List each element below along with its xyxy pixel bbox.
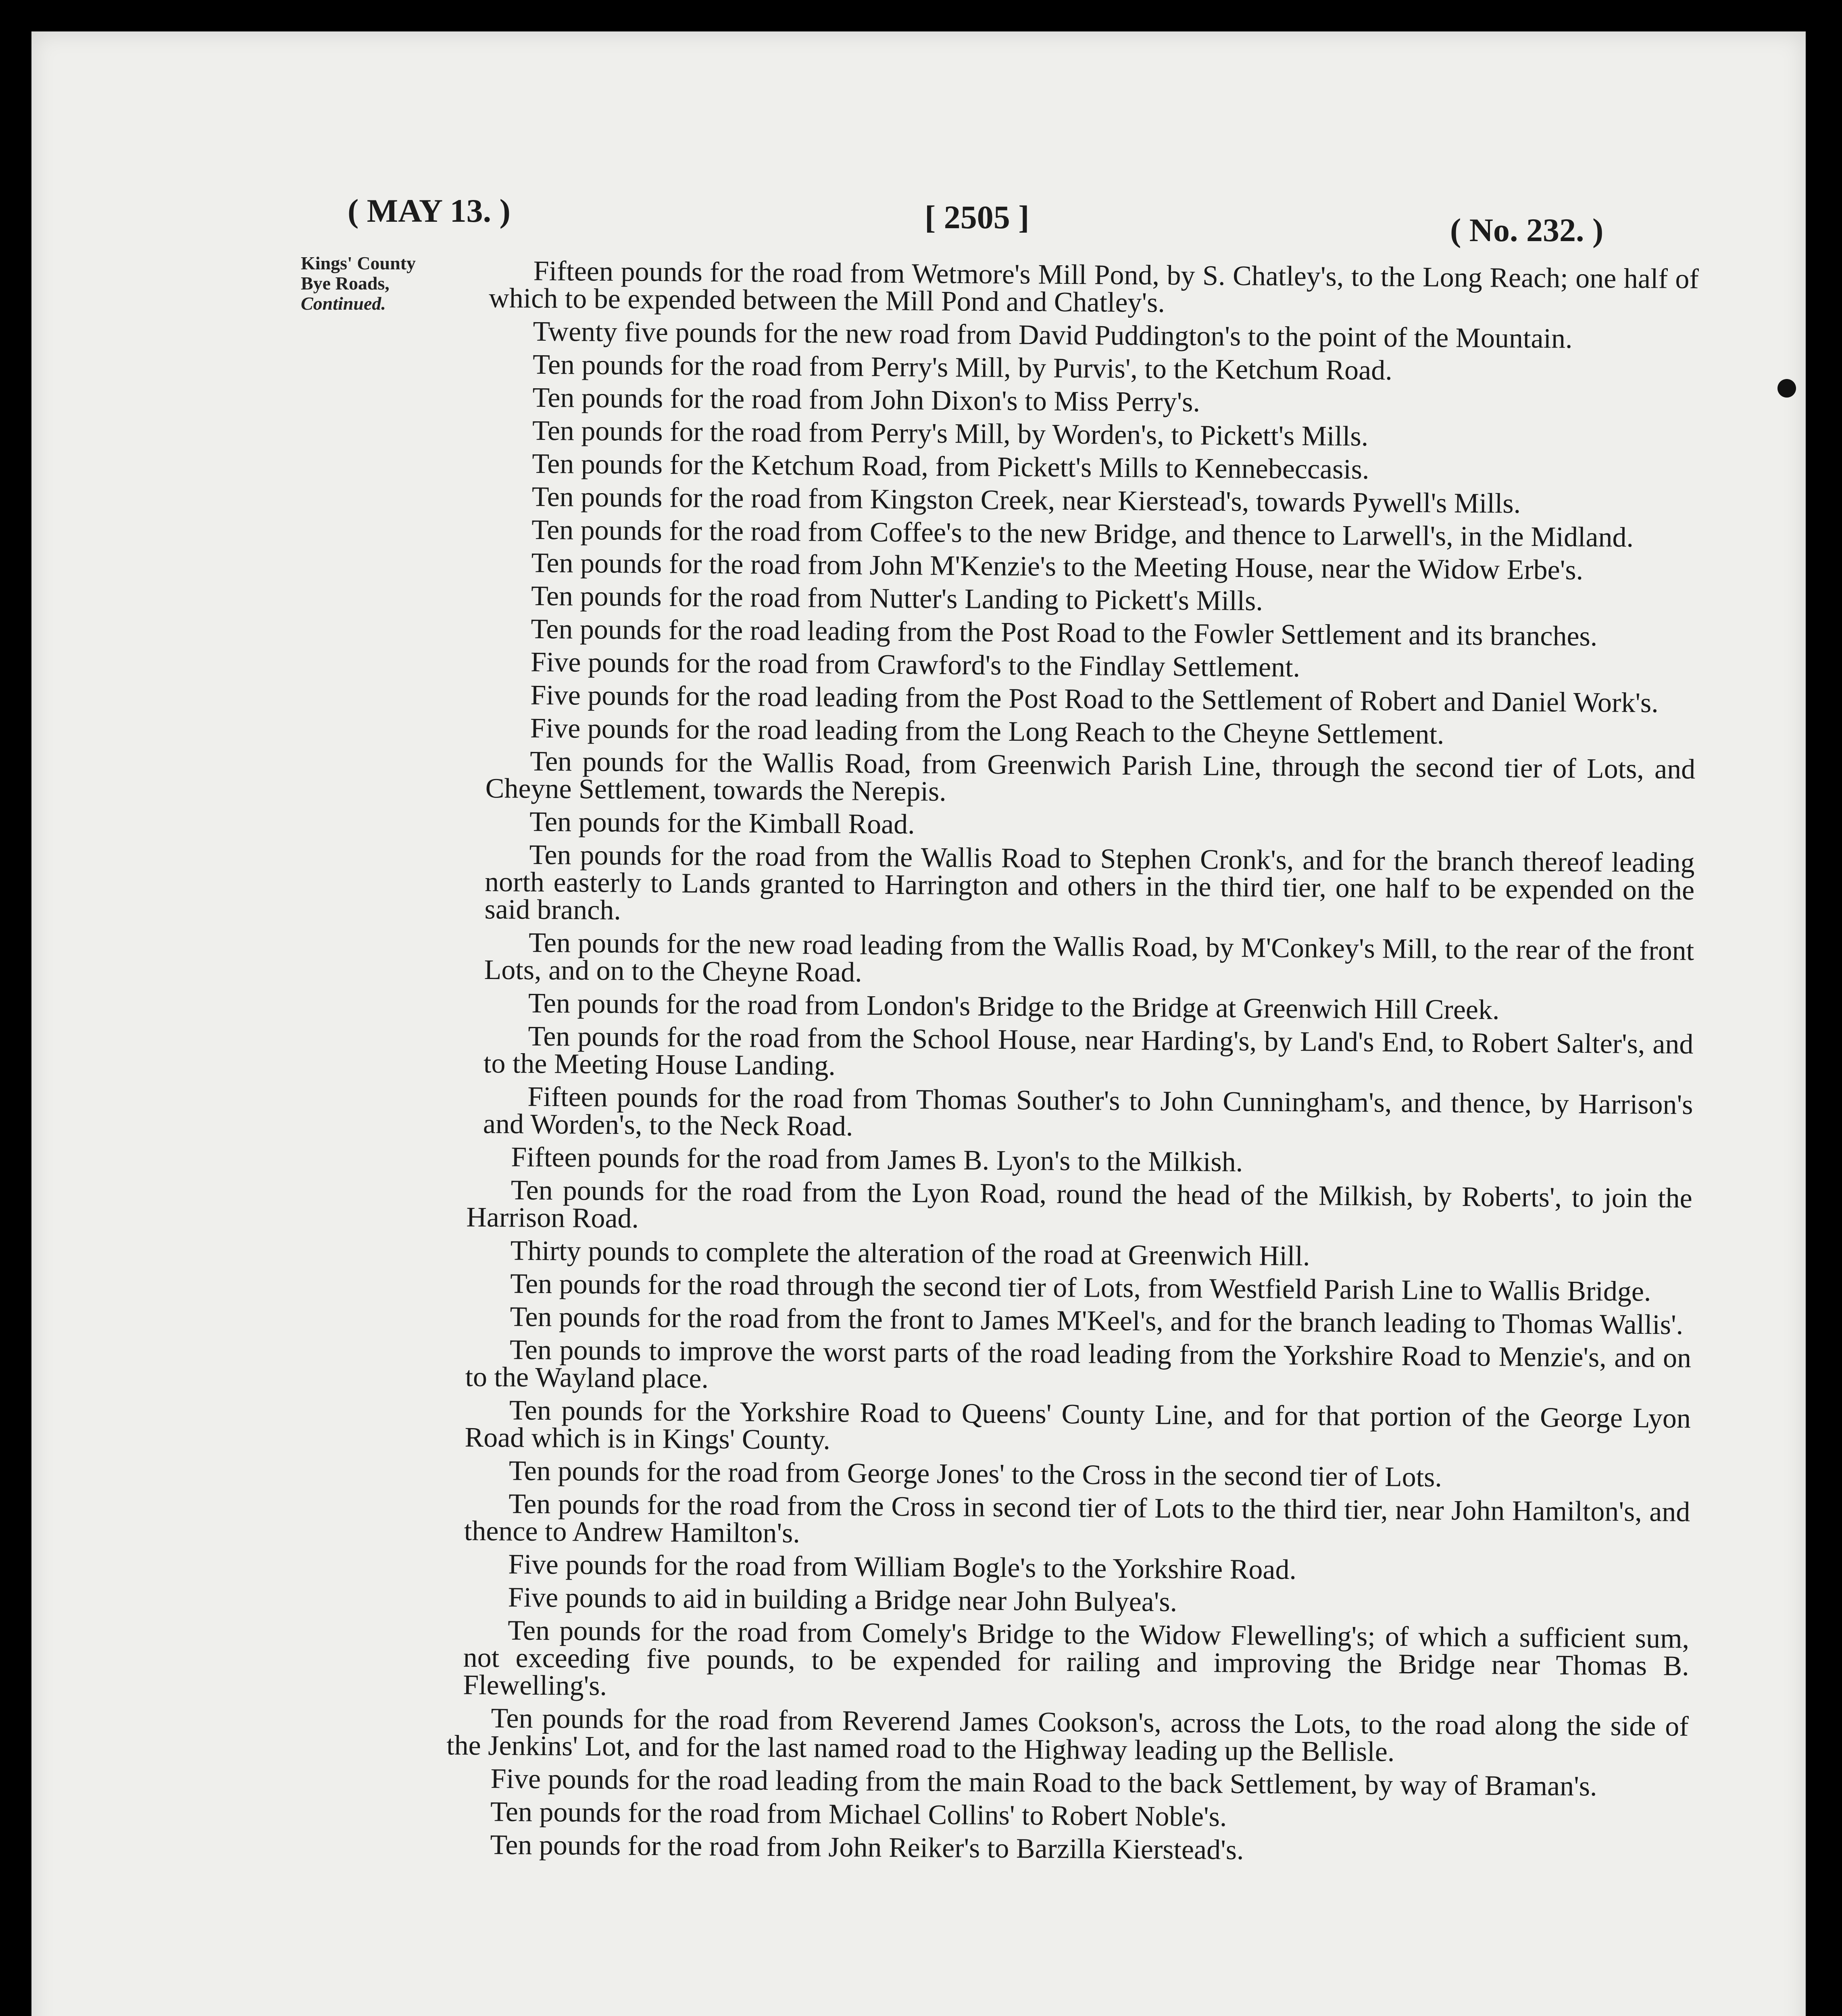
paragraph: Ten pounds for the Ketchum Road, from Pickett's Mills to Kennebeccasis. (532, 448, 1369, 485)
paragraph: Ten pounds for the road from Nutter's Landing to Pickett's Mills. (531, 580, 1263, 617)
paragraph: Fifteen pounds for the road from Thomas Souther's to John Cunningham's, and thence, by Harrison's and Worden's, to the Neck Road. (483, 1081, 1693, 1142)
paragraph: Ten pounds for the road from the School House, near Harding's, by Land's End, to Robert Salter's, and to the Meeting House Landing. (483, 1020, 1694, 1082)
paragraph: Ten pounds for the road from John Dixon's to Miss Perry's. (532, 382, 1200, 418)
document-body (446, 255, 1699, 1873)
margin-note-line: Continued. (301, 293, 386, 314)
paragraph: Ten pounds for the road from John Reiker's to Barzilla Kierstead's. (490, 1829, 1244, 1866)
paragraph: Ten pounds for the new road leading from the Wallis Road, by M'Conkey's Mill, to the rear of the front Lots, and on to the Cheyne Road. (484, 927, 1694, 988)
paragraph: Ten pounds for the road from the Lyon Road, round the head of the Milkish, by Roberts', to join the Harrison Road. (466, 1175, 1693, 1234)
paragraph: Ten pounds for the road from Michael Collins' to Robert Noble's. (490, 1796, 1227, 1833)
paragraph: Ten pounds for the road from Coffee's to the new Bridge, and thence to Larwell's, in the Midland. (531, 514, 1634, 553)
paragraph: Five pounds for the road leading from the main Road to the back Settlement, by way of Braman's. (490, 1763, 1597, 1802)
paragraph: Five pounds for the road from Crawford's to the Findlay Settlement. (530, 646, 1300, 683)
margin-note-line: Bye Roads, (301, 273, 390, 294)
paragraph: Fifteen pounds for the road from Wetmore's Mill Pond, by S. Chatley's, to the Long Reach; one half of which to be expended between the Mill Pond and Chatley's. (489, 255, 1699, 319)
paragraph: Five pounds to aid in building a Bridge near John Bulyea's. (508, 1582, 1177, 1618)
paragraph: Ten pounds for the road from London's Bridge to the Bridge at Greenwich Hill Creek. (528, 987, 1500, 1026)
paragraph: Ten pounds for the road from Comely's Bridge to the Widow Flewelling's; of which a sufficient sum, not exceeding five pounds, to be expended for railing and improving the Bridge near Thomas B. Flewelling's. (463, 1615, 1690, 1702)
header-act-number: ( No. 232. ) (1450, 212, 1604, 248)
paragraph: Five pounds for the road leading from the Post Road to the Settlement of Robert and Daniel Work's. (530, 679, 1659, 719)
paragraph: Ten pounds for the road through the second tier of Lots, from Westfield Parish Line to Wallis Bridge. (510, 1268, 1651, 1308)
margin-note-line: Kings' County (301, 253, 416, 273)
paragraph: Ten pounds for the road from the Cross in second tier of Lots to the third tier, near John Hamilton's, and thence to Andrew Hamilton's. (464, 1488, 1690, 1549)
margin-note (301, 253, 486, 314)
paragraph: Five pounds for the road from William Bogle's to the Yorkshire Road. (508, 1549, 1297, 1586)
paragraph: Ten pounds for the road from Perry's Mill, by Purvis', to the Ketchum Road. (532, 349, 1393, 386)
paragraph: Ten pounds for the road leading from the Post Road to the Fowler Settlement and its branches. (531, 613, 1598, 652)
paragraph: Ten pounds to improve the worst parts of the road leading from the Yorkshire Road to Menzie's, and on to the Wayland place. (465, 1334, 1692, 1394)
paragraph: Five pounds for the road leading from the Long Reach to the Cheyne Settlement. (530, 712, 1444, 750)
paragraph: Ten pounds for the road from the front to James M'Keel's, and for the branch leading to Thomas Wallis'. (510, 1301, 1684, 1341)
paragraph: Ten pounds for the Kimball Road. (529, 806, 915, 840)
paragraph: Ten pounds for the road from Kingston Creek, near Kierstead's, towards Pywell's Mills. (531, 481, 1521, 519)
paragraph: Ten pounds for the road from John M'Kenzie's to the Meeting House, near the Widow Erbe's. (531, 547, 1584, 586)
paragraph: Thirty pounds to complete the alteration of the road at Greenwich Hill. (510, 1235, 1310, 1272)
paragraph: Ten pounds for the road from George Jones' to the Cross in the second tier of Lots. (508, 1455, 1442, 1493)
paragraph: Ten pounds for the road from the Wallis Road to Stephen Cronk's, and for the branch thereof leading north easterly to Lands granted to Harrington and others in the third tier, one half to be expended on the said branch. (484, 839, 1695, 926)
document-page (31, 31, 1806, 2016)
header-page-number: [ 2505 ] (925, 199, 1029, 235)
paragraph: Fifteen pounds for the road from James B. Lyon's to the Milkish. (511, 1141, 1243, 1178)
ink-spot (1777, 379, 1796, 398)
page-header (31, 160, 1806, 248)
header-date: ( MAY 13. ) (348, 192, 511, 229)
paragraph: Ten pounds for the road from Reverend James Cookson's, across the Lots, to the road along the side of the Jenkins' Lot, and for the last named road to the Highway leading up the Bellisle. (446, 1703, 1689, 1768)
paragraph: Ten pounds for the Yorkshire Road to Queens' County Line, and for that portion of the George Lyon Road which is in Kings' County. (465, 1395, 1691, 1456)
paragraph: Ten pounds for the Wallis Road, from Greenwich Parish Line, through the second tier of Lots, and Cheyne Settlement, towards the Nerepis. (485, 746, 1696, 807)
paragraph: Twenty five pounds for the new road from David Puddington's to the point of the Mountain. (533, 316, 1573, 354)
paragraph: Ten pounds for the road from Perry's Mill, by Worden's, to Pickett's Mills. (532, 415, 1369, 452)
